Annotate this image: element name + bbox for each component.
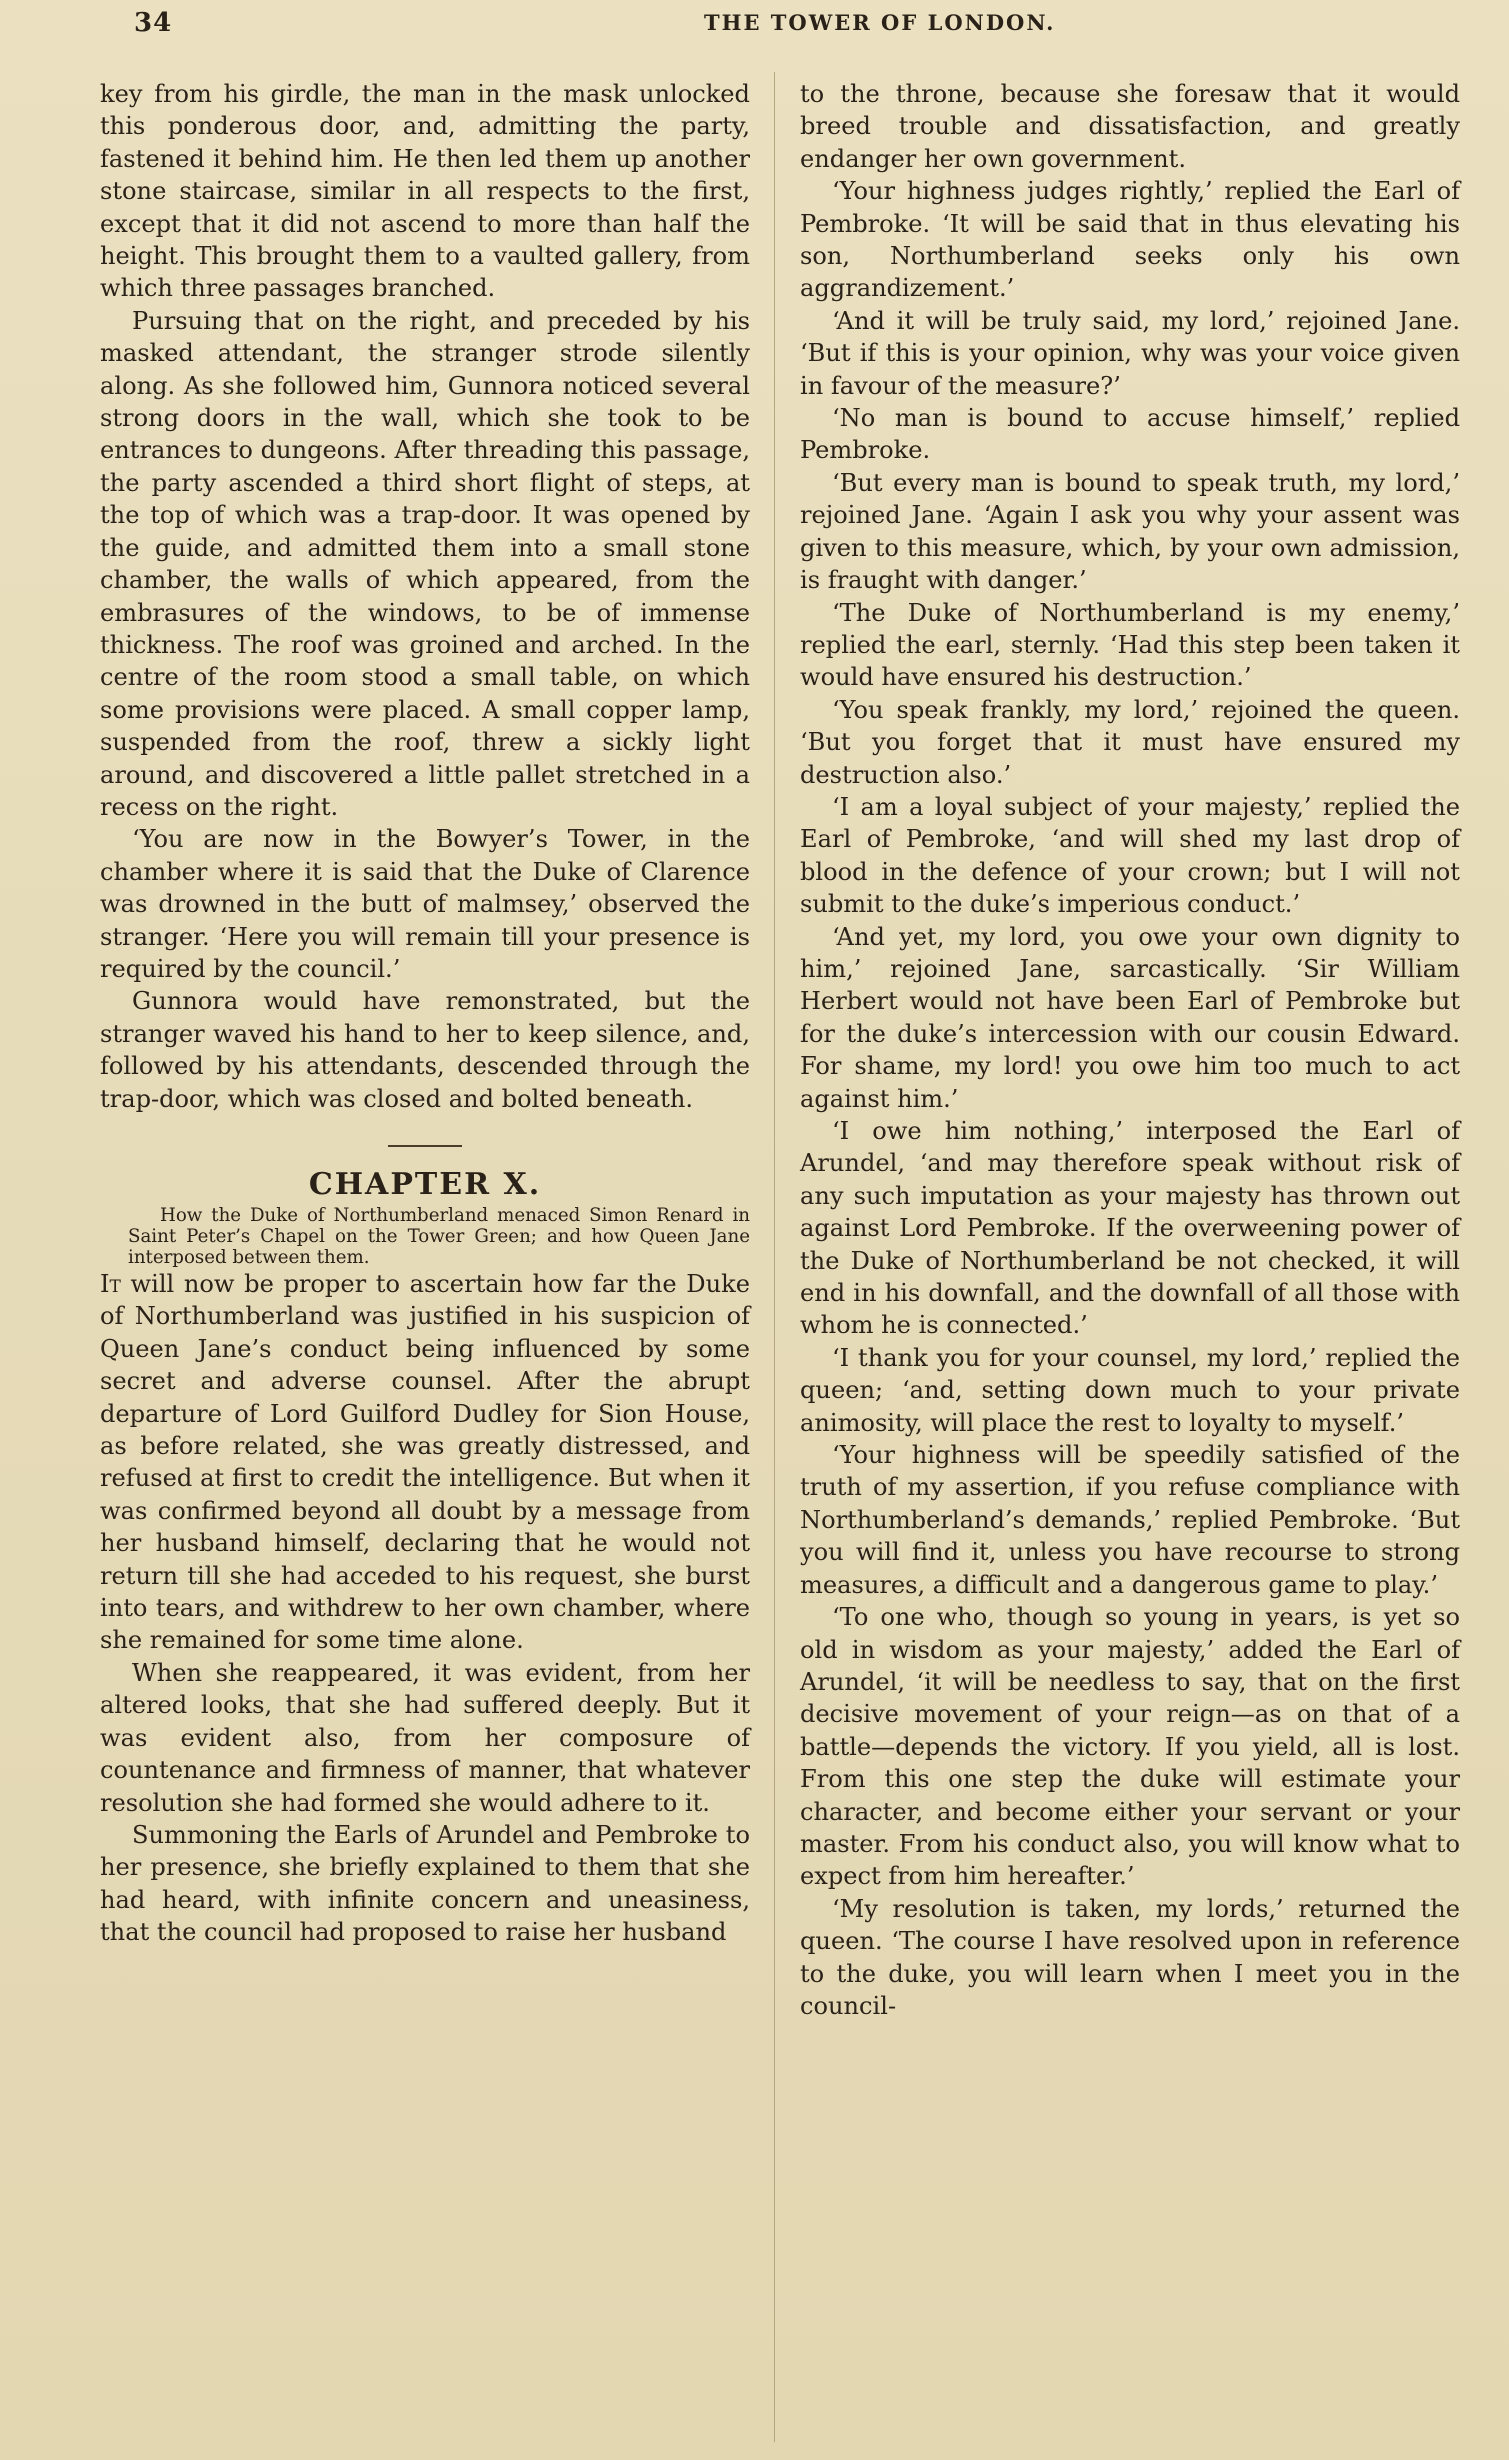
paragraph: to the throne, because she foresaw that it would breed trouble and dissatisfaction, and greatly endanger her own government.	[800, 80, 1460, 173]
paragraph: ‘And yet, my lord, you owe your own dignity to him,’ rejoined Jane, sarcastically. ‘Sir William Herbert would not have been Earl of Pembroke but for the duke’s intercession with our cousin Edward. For shame, my lord! you owe him too much to act against him.’	[800, 922, 1460, 1113]
paragraph: ‘I owe him nothing,’ interposed the Earl of Arundel, ‘and may therefore speak without risk of any such imputation as your majesty has thrown out against Lord Pembroke. If the overweening power of the Duke of Northumberland be not checked, it will end in his downfall, and the downfall of all those with whom he is connected.’	[800, 1117, 1460, 1340]
paragraph: ‘No man is bound to accuse himself,’ replied Pembroke.	[800, 404, 1460, 465]
paragraph: Gunnora would have remonstrated, but the stranger waved his hand to her to keep silence, and, followed by his attendants, descended through the trap-door, which was closed and bolted beneath.	[100, 987, 750, 1113]
paragraph: ‘Your highness will be speedily satisfied of the truth of my assertion, if you refuse compliance with Northumberland’s demands,’ replied Pembroke. ‘But you will find it, unless you have recourse to strong measures, a difficult and a dangerous game to play.’	[800, 1441, 1460, 1599]
paragraph: Pursuing that on the right, and preceded by his masked attendant, the stranger strode silently along. As she followed him, Gunnora noticed several strong doors in the wall, which she took to be entrances to dungeons. After threading this passage, the party ascended a third short flight of steps, at the top of which was a trap-door. It was opened by the guide, and admitted them into a small stone chamber, the walls of which appeared, from the embrasures of the windows, to be of immense thickness. The roof was groined and arched. In the centre of the room stood a small table, on which some provisions were placed. A small copper lamp, suspended from the roof, threw a sickly light around, and discovered a little pallet stretched in a recess on the right.	[100, 306, 750, 821]
chapter-opening-paragraph	[100, 1268, 750, 1657]
paragraph: ‘And it will be truly said, my lord,’ rejoined Jane. ‘But if this is your opinion, why was your voice given in favour of the measure?’	[800, 306, 1460, 400]
paragraph: key from his girdle, the man in the mask unlocked this ponderous door, and, admitting the party, fastened it behind him. He then led them up another stone staircase, similar in all respects to the first, except that it did not ascend to more than half the height. This brought them to a vaulted gallery, from which three passages branched.	[100, 80, 750, 303]
right-column	[800, 78, 1460, 2022]
chapter-title: CHAPTER X.	[308, 1167, 542, 1202]
column-divider	[774, 72, 775, 2442]
page-header	[134, 8, 1460, 42]
chapter-opening-text: will now be proper to ascertain how far the Duke of Northumberland was justified in his suspicion of Queen Jane’s conduct being influenced by some secret and adverse counsel. After the abrupt departure of Lord Guilford Dudley for Sion House, as before related, she was greatly distressed, and refused at first to credit the intelligence. But when it was confirmed beyond all doubt by a message from her husband himself, declaring that he would not return till she had acceded to his request, she burst into tears, and withdrew to her own chamber, where she remained for some time alone.	[100, 1270, 750, 1655]
left-column	[100, 78, 750, 1949]
paragraph: Summoning the Earls of Arundel and Pembroke to her presence, she briefly explained to them that she had heard, with infinite concern and uneasiness, that the council had proposed to raise her husband	[100, 1820, 750, 1947]
paragraph: ‘I am a loyal subject of your majesty,’ replied the Earl of Pembroke, ‘and will shed my last drop of blood in the defence of your crown; but I will not submit to the duke’s imperious conduct.’	[800, 792, 1460, 919]
paragraph: ‘The Duke of Northumberland is my enemy,’ replied the earl, sternly. ‘Had this step been taken it would have ensured his destruction.’	[800, 598, 1460, 692]
paragraph: ‘You are now in the Bowyer’s Tower, in the chamber where it is said that the Duke of Clarence was drowned in the butt of malmsey,’ observed the stranger. ‘Here you will remain till your presence is required by the council.’	[100, 825, 750, 983]
page-number: 34	[134, 8, 173, 38]
section-divider	[388, 1145, 462, 1147]
paragraph: ‘But every man is bound to speak truth, my lord,’ rejoined Jane. ‘Again I ask you why your assent was given to this measure, which, by your own admission, is fraught with danger.’	[800, 468, 1460, 595]
paragraph: When she reappeared, it was evident, from her altered looks, that she had suffered deeply. But it was evident also, from her composure of countenance and firmness of manner, that whatever resolution she had formed she would adhere to it.	[100, 1658, 750, 1817]
paragraph: ‘My resolution is taken, my lords,’ returned the queen. ‘The course I have resolved upon in reference to the duke, you will learn when I meet you in the council-	[800, 1894, 1460, 2020]
paragraph: ‘To one who, though so young in years, is yet so old in wisdom as your majesty,’ added the Earl of Arundel, ‘it will be needless to say, that on the first decisive movement of your reign—as on that of a battle—depends the victory. If you yield, all is lost. From this one step the duke will estimate your character, and become either your servant or your master. From his conduct also, you will know what to expect from him hereafter.’	[800, 1603, 1460, 1891]
paragraph: ‘I thank you for your counsel, my lord,’ replied the queen; ‘and, setting down much to your private animosity, will place the rest to loyalty to myself.’	[800, 1343, 1460, 1437]
chapter-first-word: It	[100, 1270, 121, 1298]
chapter-summary: How the Duke of Northumberland menaced Simon Renard in Saint Peter’s Chapel on the Tower Green; and how Queen Jane interposed between them.	[128, 1205, 750, 1268]
running-head: THE TOWER OF LONDON.	[704, 10, 1056, 35]
paragraph: ‘Your highness judges rightly,’ replied the Earl of Pembroke. ‘It will be said that in thus elevating his son, Northumberland seeks only his own aggrandizement.’	[800, 177, 1460, 303]
paragraph: ‘You speak frankly, my lord,’ rejoined the queen. ‘But you forget that it must have ensured my destruction also.’	[800, 695, 1460, 789]
